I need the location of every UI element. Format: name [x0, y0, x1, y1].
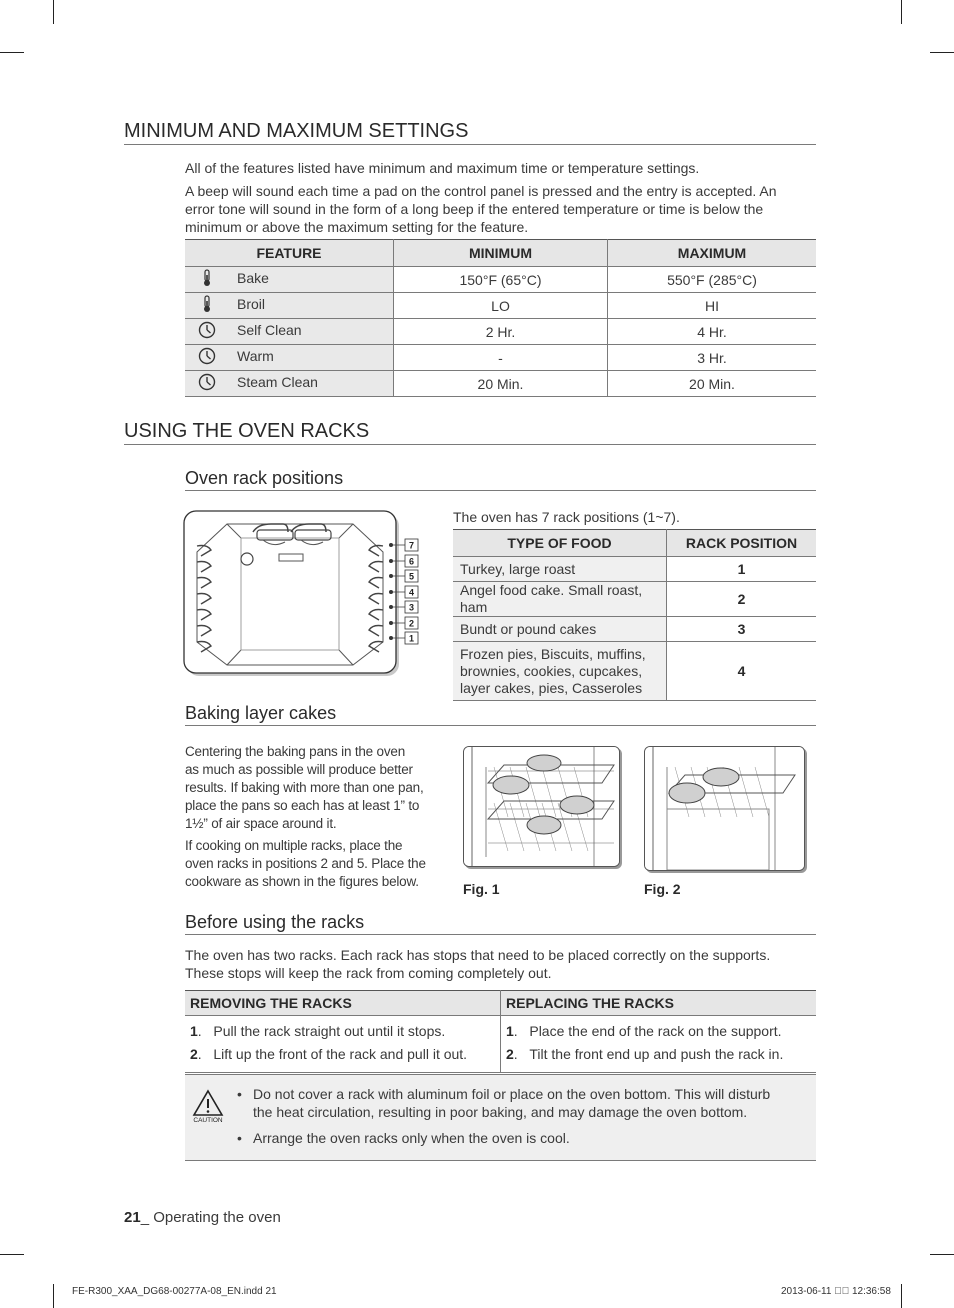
rack-number: 1 [408, 633, 415, 644]
crop-mark [0, 52, 24, 53]
footer-section-label: _ Operating the oven [140, 1209, 281, 1226]
page-footer [124, 1209, 281, 1226]
replacing-step: 2. Tilt the front end up and push the rack in. [506, 1046, 784, 1062]
rack-number: 4 [408, 587, 415, 598]
figure-2-label: Fig. 2 [644, 881, 681, 897]
removing-step: 1. Pull the rack straight out until it stops. [190, 1023, 446, 1039]
crop-mark [0, 1254, 24, 1255]
rack-number: 6 [408, 556, 415, 567]
settings-intro: All of the features listed have minimum and maximum time or temperature settings. [185, 160, 700, 176]
food-type-line: brownies, cookies, cupcakes, [460, 662, 643, 679]
settings-para-line: A beep will sound each time a pad on the control panel is pressed and the entry is accepted. An [185, 183, 777, 199]
layer-cakes-text [185, 743, 450, 891]
section-title-settings: MINIMUM AND MAXIMUM SETTINGS [124, 119, 816, 145]
text-line: place the pans so each has at least 1” to [185, 798, 420, 813]
print-slug-filename: FE-R300_XAA_DG68-00277A-08_EN.indd 21 [72, 1286, 277, 1297]
caution-item [237, 1129, 802, 1147]
rack-number: 3 [408, 602, 415, 613]
table-row [185, 1016, 816, 1073]
food-type: Angel food cake. Small roast, ham [453, 582, 667, 617]
column-header: FEATURE [185, 240, 394, 267]
column-header: MINIMUM [394, 240, 608, 267]
max-value: 3 Hr. [608, 345, 817, 371]
figure-2-illustration [644, 746, 805, 871]
subsection-title-before-racks: Before using the racks [185, 911, 816, 935]
feature-name: Broil [237, 296, 266, 313]
crop-mark [930, 52, 954, 53]
step-text: Pull the rack straight out until it stops. [213, 1023, 446, 1039]
step-number: 1 [506, 1023, 514, 1039]
replacing-step: 1. Place the end of the rack on the support. [506, 1023, 782, 1039]
rack-number: 2 [408, 618, 415, 629]
text-line: If cooking on multiple racks, place the [185, 838, 403, 853]
crop-mark [53, 0, 54, 24]
subsection-title-layer-cakes: Baking layer cakes [185, 702, 816, 726]
table-row [185, 345, 816, 371]
step-number: 2 [190, 1046, 198, 1062]
thermometer-icon [197, 295, 217, 316]
food-type-line: layer cakes, pies, Casseroles [460, 679, 643, 696]
caution-line: • Do not cover a rack with aluminum foil or place on the oven bottom. This will disturb [253, 1086, 771, 1102]
text-line: oven racks in positions 2 and 5. Place the [185, 856, 426, 871]
clock-icon [197, 373, 217, 394]
text-line: cookware as shown in the figures below. [185, 874, 419, 889]
food-type [453, 642, 667, 701]
min-value: 2 Hr. [394, 319, 608, 345]
crop-mark [930, 1254, 954, 1255]
clock-icon [197, 321, 217, 342]
page-number: 21 [124, 1209, 141, 1226]
subsection-title-positions: Oven rack positions [185, 467, 816, 491]
settings-table [185, 239, 816, 397]
text-line: Centering the baking pans in the oven [185, 744, 406, 759]
step-text: Lift up the front of the rack and pull it out. [213, 1046, 468, 1062]
food-type: Bundt or pound cakes [453, 617, 667, 642]
crop-mark [53, 1284, 54, 1308]
text-line: as much as possible will produce better [185, 762, 413, 777]
step-number: 1 [190, 1023, 198, 1039]
column-header: REMOVING THE RACKS [185, 991, 501, 1016]
max-value: 4 Hr. [608, 319, 817, 345]
food-rack-table [453, 529, 816, 701]
max-value: 550°F (285°C) [608, 267, 817, 293]
table-row [453, 617, 816, 642]
crop-mark [901, 1284, 902, 1308]
rack-position: 1 [667, 557, 817, 582]
thermometer-icon [197, 269, 217, 290]
crop-mark [901, 0, 902, 24]
before-racks-line: The oven has two racks. Each rack has stops that need to be placed correctly on the supports. [185, 947, 771, 963]
settings-para-line: minimum or above the maximum setting for the feature. [185, 219, 529, 235]
print-slug-timestamp: 2013-06-11 ￿￿ 12:36:58 [781, 1286, 891, 1297]
before-racks-line: These stops will keep the rack from coming completely out. [185, 965, 552, 981]
figure-1-illustration [463, 746, 620, 867]
feature-name: Warm [237, 348, 274, 365]
min-value: 150°F (65°C) [394, 267, 608, 293]
settings-para-line: error tone will sound in the form of a long beep if the entered temperature or time is below the [185, 201, 764, 217]
rack-number: 7 [408, 540, 415, 551]
feature-name: Self Clean [237, 322, 302, 339]
column-header: RACK POSITION [667, 530, 817, 557]
figure-1-label: Fig. 1 [463, 881, 500, 897]
section-title-racks: USING THE OVEN RACKS [124, 419, 816, 445]
food-type-line: Frozen pies, Biscuits, muffins, [460, 645, 646, 662]
table-row [185, 371, 816, 397]
step-text: Place the end of the rack on the support. [529, 1023, 782, 1039]
column-header: MAXIMUM [608, 240, 817, 267]
column-header: REPLACING THE RACKS [501, 991, 817, 1016]
rack-position: 3 [667, 617, 817, 642]
caution-item [237, 1085, 802, 1121]
text-line: 1½” of air space around it. [185, 816, 337, 831]
food-type: Turkey, large roast [453, 557, 667, 582]
rack-position: 2 [667, 582, 817, 617]
caution-label: CAUTION [193, 1117, 223, 1123]
clock-icon [197, 347, 217, 368]
rack-position: 4 [667, 642, 817, 701]
caution-list [237, 1085, 802, 1155]
max-value: HI [608, 293, 817, 319]
table-row [453, 557, 816, 582]
caution-box [185, 1074, 816, 1161]
oven-rack-diagram [183, 510, 423, 680]
caution-line: the heat circulation, resulting in poor baking, and may damage the oven bottom. [253, 1104, 748, 1120]
table-row [185, 319, 816, 345]
table-row [185, 293, 816, 319]
table-row [453, 582, 816, 617]
min-value: 20 Min. [394, 371, 608, 397]
text-line: results. If baking with more than one pan, [185, 780, 424, 795]
feature-name: Bake [237, 270, 269, 287]
table-row [185, 267, 816, 293]
min-value: - [394, 345, 608, 371]
caution-line: • Arrange the oven racks only when the oven is cool. [253, 1130, 570, 1146]
min-value: LO [394, 293, 608, 319]
step-text: Tilt the front end up and push the rack in. [529, 1046, 784, 1062]
rack-intro: The oven has 7 rack positions (1~7). [453, 509, 680, 525]
removing-step: 2. Lift up the front of the rack and pull it out. [190, 1046, 468, 1062]
step-number: 2 [506, 1046, 514, 1062]
max-value: 20 Min. [608, 371, 817, 397]
caution-warning-icon [192, 1089, 226, 1123]
table-row [453, 642, 816, 701]
racks-table [185, 990, 816, 1073]
column-header: TYPE OF FOOD [453, 530, 667, 557]
rack-number: 5 [408, 571, 415, 582]
feature-name: Steam Clean [237, 374, 318, 391]
